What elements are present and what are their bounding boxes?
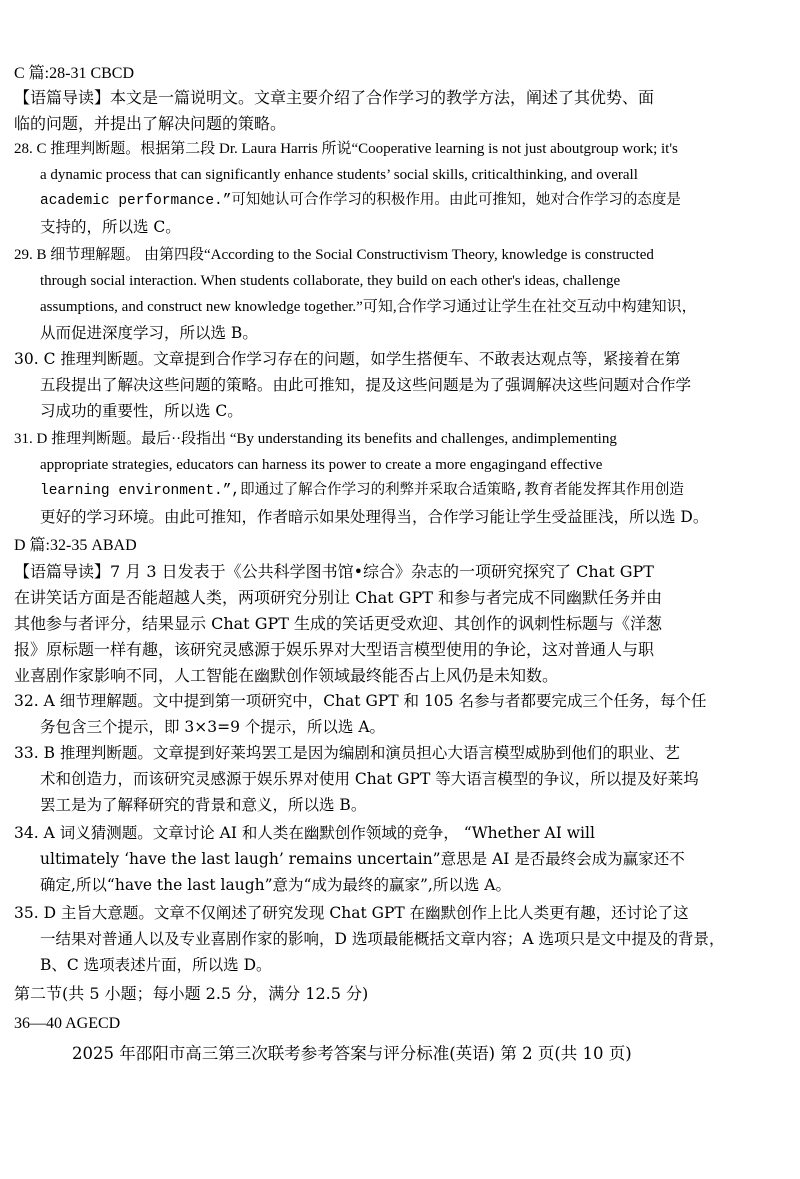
answer-30-line: 习成功的重要性，所以选 C。 xyxy=(40,402,243,420)
answer-35-line: 一结果对普通人以及专业喜剧作家的影响，D 选项最能概括文章内容；A 选项只是文中提及的背景， xyxy=(40,930,725,948)
answer-29-line: through social interaction. When students collaborate, they build on each other's ideas, challenge xyxy=(40,273,621,289)
answer-28-line: 支持的，所以选 C。 xyxy=(40,218,181,236)
page-footer: 2025 年邵阳市高三第三次联考参考答案与评分标准(英语) 第 2 页(共 10 页) xyxy=(72,1044,632,1063)
answer-29-line: 29. B 细节理解题。 由第四段“According to the Social Constructivism Theory, knowledge is constructed xyxy=(14,247,654,263)
section-d-guide-line: 业喜剧作家影响不同，人工智能在幽默创作领域最终能否占上风仍是未知数。 xyxy=(14,666,559,685)
answer-30-line: 五段提出了解决这些问题的策略。由此可推知，提及这些问题是为了强调解决这些问题对合作学 xyxy=(40,376,692,394)
answer-35-line: B、C 选项表述片面，所以选 D。 xyxy=(40,956,272,974)
answer-29-line: assumptions, and construct new knowledge together.”可知,合作学习通过让学生在社交互动中构建知识， xyxy=(40,299,697,315)
section-d-guide-line: 报》原标题一样有趣，该研究灵感源于娱乐界对大型语言模型使用的争论，这对普通人与职 xyxy=(14,640,655,659)
section-c-header: C 篇:28-31 CBCD xyxy=(14,65,135,82)
section-d-header: D 篇:32-35 ABAD xyxy=(14,537,137,554)
section-d-guide-line: 在讲笑话方面是否能超越人类，两项研究分别让 Chat GPT 和参与者完成不同幽默任务并由 xyxy=(14,588,662,607)
section-c-guide-line: 【语篇导读】本文是一篇说明文。文章主要介绍了合作学习的教学方法，阐述了其优势、面 xyxy=(14,88,655,107)
answer-33-line: 33. B 推理判断题。文章提到好莱坞罢工是因为编剧和演员担心大语言模型威胁到他们的职业、艺 xyxy=(14,744,680,762)
answer-28-line: academic performance.”可知她认可合作学习的积极作用。由此可推知，她对合作学习的态度是 xyxy=(40,193,681,209)
answer-34-line: ultimately ‘have the last laugh’ remains uncertain”意思是 AI 是否最终会成为赢家还不 xyxy=(40,850,685,868)
section-d-guide-line: 其他参与者评分，结果显示 Chat GPT 生成的笑话更受欢迎、其创作的讽刺性标题与《洋葱 xyxy=(14,614,662,633)
answer-31-line: 更好的学习环境。由此可推知，作者暗示如果处理得当，合作学习能让学生受益匪浅，所以选 D。 xyxy=(40,508,709,526)
section-d-guide-line: 【语篇导读】7 月 3 日发表于《公共科学图书馆•综合》杂志的一项研究探究了 Chat GPT xyxy=(14,562,654,581)
answer-34-line: 确定,所以“have the last laugh”意为“成为最终的赢家”,所以选 A。 xyxy=(40,876,511,894)
answer-29-line: 从而促进深度学习，所以选 B。 xyxy=(40,324,258,342)
part-two-answers: 36—40 AGECD xyxy=(14,1015,121,1032)
answer-28-line: 28. C 推理判断题。根据第二段 Dr. Laura Harris 所说“Cooperative learning is not just aboutgroup work; it's xyxy=(14,141,678,157)
answer-31-line: 31. D 推理判断题。最后··段指出 “By understanding its benefits and challenges, andimplementing xyxy=(14,431,617,447)
answer-33-line: 罢工是为了解释研究的背景和意义，所以选 B。 xyxy=(40,796,367,814)
answer-32-line: 32. A 细节理解题。文中提到第一项研究中，Chat GPT 和 105 名参与者都要完成三个任务，每个任 xyxy=(14,692,707,710)
answer-31-line: learning environment.”,即通过了解合作学习的利弊并采取合适策略,教育者能发挥其作用创造 xyxy=(40,483,684,499)
answer-35-line: 35. D 主旨大意题。文章不仅阐述了研究发现 Chat GPT 在幽默创作上比人类更有趣，还讨论了这 xyxy=(14,904,689,922)
answer-33-line: 术和创造力，而该研究灵感源于娱乐界对使用 Chat GPT 等大语言模型的争议，所以提及好莱坞 xyxy=(40,770,699,788)
answer-32-line: 务包含三个提示，即 3×3=9 个提示，所以选 A。 xyxy=(40,718,386,736)
section-c-guide-line: 临的问题，并提出了解决问题的策略。 xyxy=(14,114,287,133)
answer-30-line: 30. C 推理判断题。文章提到合作学习存在的问题，如学生搭便车、不敢表达观点等，紧接着在第 xyxy=(14,350,681,368)
answer-31-line: appropriate strategies, educators can harness its power to create a more engagingand effective xyxy=(40,457,603,473)
part-two-header: 第二节(共 5 小题；每小题 2.5 分，满分 12.5 分) xyxy=(14,984,369,1003)
answer-34-line: 34. A 词义猜测题。文章讨论 AI 和人类在幽默创作领域的竞争， “Whether AI will xyxy=(14,824,595,842)
answer-28-line: a dynamic process that can significantly enhance students’ social skills, criticalthinking, and overall xyxy=(40,167,638,183)
